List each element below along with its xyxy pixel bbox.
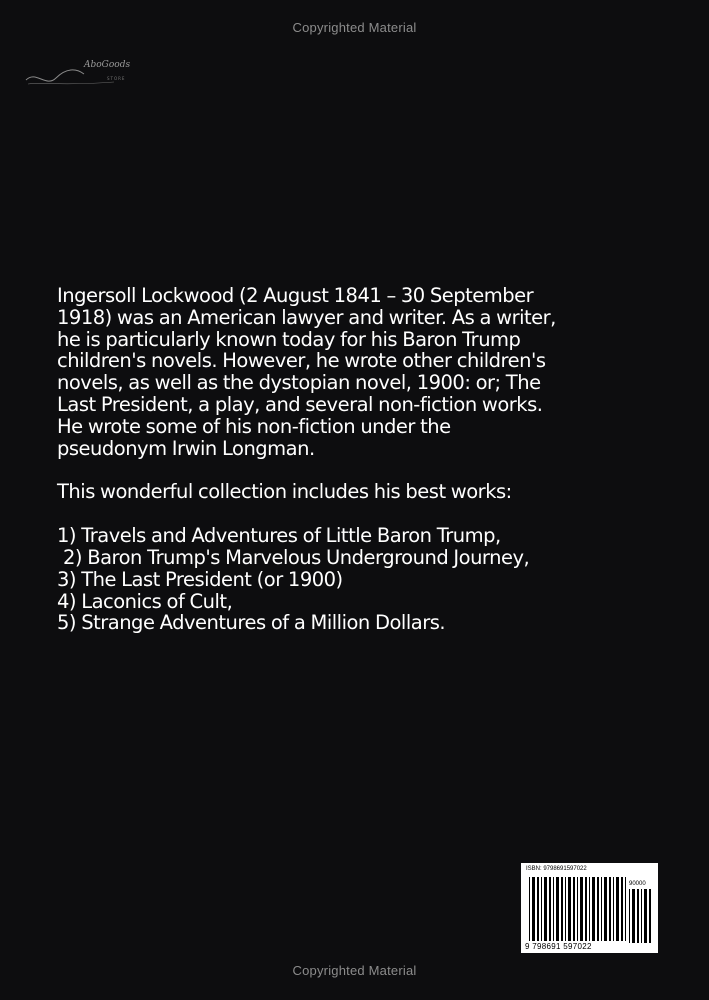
copyright-watermark-bottom: Copyrighted Material — [292, 963, 417, 978]
bio-line: He wrote some of his non-fiction under the — [57, 414, 451, 438]
bio-line: 1918) was an American lawyer and writer. As a writer, — [57, 305, 556, 329]
work-item: 2) Baron Trump's Marvelous Underground Journey, — [63, 545, 530, 569]
work-item: 3) The Last President (or 1900) — [57, 567, 343, 591]
barcode-addon: 90000 — [629, 881, 646, 887]
bio-line: children's novels. However, he wrote other children's — [57, 349, 546, 373]
work-item: 1) Travels and Adventures of Little Baron Trump, — [57, 524, 501, 548]
bio-line: novels, as well as the dystopian novel, 1900: or; The — [57, 371, 541, 395]
barcode-addon-bars — [629, 889, 651, 943]
work-item: 4) Laconics of Cult, — [57, 589, 233, 613]
collection-intro: This wonderful collection includes his best works: — [57, 480, 512, 504]
works-list — [57, 525, 697, 634]
bio-line: pseudonym Irwin Longman. — [57, 436, 315, 460]
work-item: 5) Strange Adventures of a Million Dollars. — [57, 611, 446, 635]
logo-text: AboGoods — [84, 60, 131, 70]
logo-subtext: STORE — [107, 76, 126, 81]
store-logo — [24, 60, 131, 94]
author-biography — [57, 285, 697, 459]
isbn-barcode — [521, 863, 658, 953]
bio-line: Ingersoll Lockwood (2 August 1841 – 30 September — [57, 284, 534, 307]
barcode-bars — [529, 877, 627, 941]
bio-line: Last President, a play, and several non-fiction works. — [57, 392, 543, 416]
barcode-digits: 9 798691 597022 — [525, 942, 592, 951]
bio-line: he is particularly known today for his Baron Trump — [57, 327, 521, 351]
copyright-watermark-top: Copyrighted Material — [292, 20, 417, 35]
back-cover-text — [57, 285, 697, 634]
isbn-label: ISBN: 9798691597022 — [526, 866, 587, 872]
